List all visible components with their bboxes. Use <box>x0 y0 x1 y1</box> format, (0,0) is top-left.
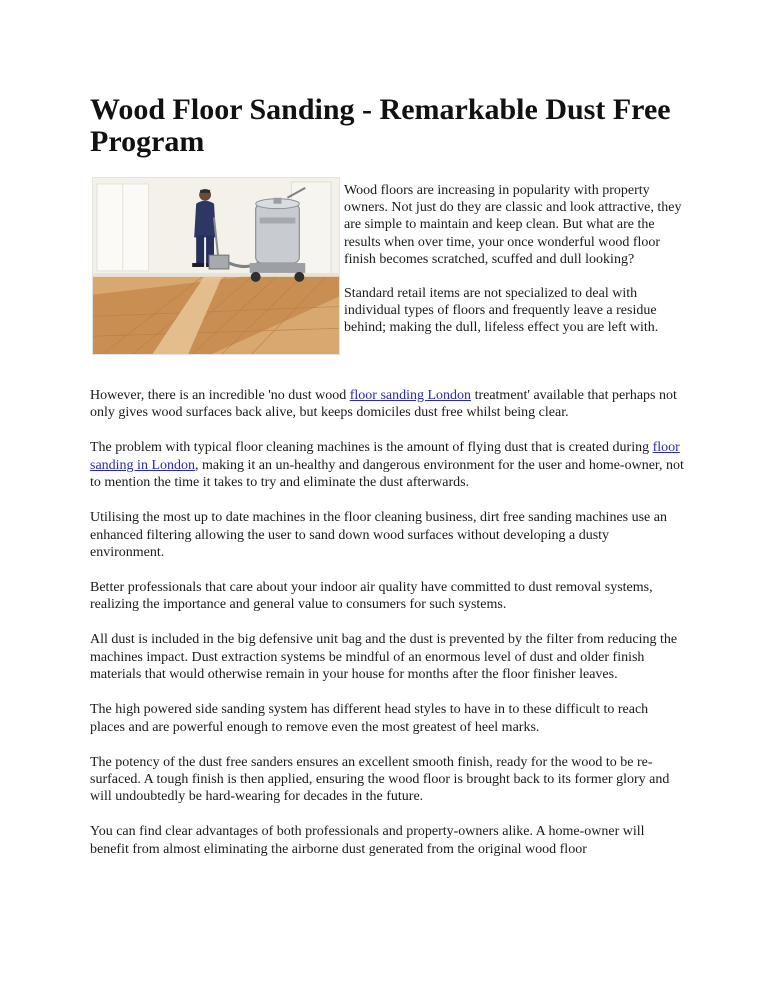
intro-paragraph: Standard retail items are not specialized to deal with individual types of floors and frequently leave a residue behind; making the dull, lifeless effect you are left with. <box>344 286 659 336</box>
text-run: treatment' available that perhaps not only gives wood surfaces back alive, but keeps domiciles dust free whilst being clear. <box>90 388 677 421</box>
page-title: Wood Floor Sanding - Remarkable Dust Free Program <box>90 93 671 158</box>
paragraph-finish: The potency of the dust free sanders ensures an excellent smooth finish, ready for the wood to be re-surfaced. A tough finish is then applied, ensuring the wood floor is brought back to its former glory and will undoubtedly be hard-wearing for decades in the future. <box>90 754 670 805</box>
floor-sanding-london-link[interactable]: floor sanding London <box>349 388 472 403</box>
text-run: However, there is an incredible 'no dust wood <box>90 388 350 403</box>
intro-text <box>344 182 684 354</box>
floor-sanding-in-london-link[interactable]: floor sanding in London <box>90 440 680 473</box>
text-run: , making it an un-healthy and dangerous environment for the user and home-owner, not to mention the time it takes to try and eliminate the dust afterwards. <box>90 457 684 491</box>
paragraph-professionals: Better professionals that care about your indoor air quality have committed to dust removal systems, realizing the importance and general value to consumers for such systems. <box>90 580 653 613</box>
paragraph-problem <box>90 439 684 491</box>
text-run: The problem with typical floor cleaning machines is the amount of flying dust that is created during <box>90 440 653 456</box>
paragraph-no-dust <box>90 387 684 422</box>
paragraph-dust-bag: All dust is included in the big defensive unit bag and the dust is prevented by the filter from reducing the machines impact. Dust extraction systems be mindful of an enormous level of dust and older finish materials that would otherwise remain in your house for months after the floor finisher leaves. <box>90 632 678 683</box>
floor-sanding-photo <box>92 177 340 355</box>
paragraph-side-sanding: The high powered side sanding system has different head styles to have in to these difficult to reach places and are powerful enough to remove even the most greatest of heel marks. <box>90 702 649 735</box>
paragraph-advantages: You can find clear advantages of both professionals and property-owners alike. A home-owner will benefit from almost eliminating the airborne dust generated from the original wood floor <box>90 824 645 857</box>
article-body <box>90 387 684 876</box>
intro-paragraph: Wood floors are increasing in popularity with property owners. Not just do they are classic and look attractive, they are simple to maintain and keep clean. But what are the results when over time, your once wonderful wood floor finish becomes scratched, scuffed and dull looking? <box>344 183 682 267</box>
paragraph-machines: Utilising the most up to date machines in the floor cleaning business, dirt free sanding machines use an enhanced filtering allowing the user to sand down wood surfaces without developing a dusty environment. <box>90 510 667 561</box>
